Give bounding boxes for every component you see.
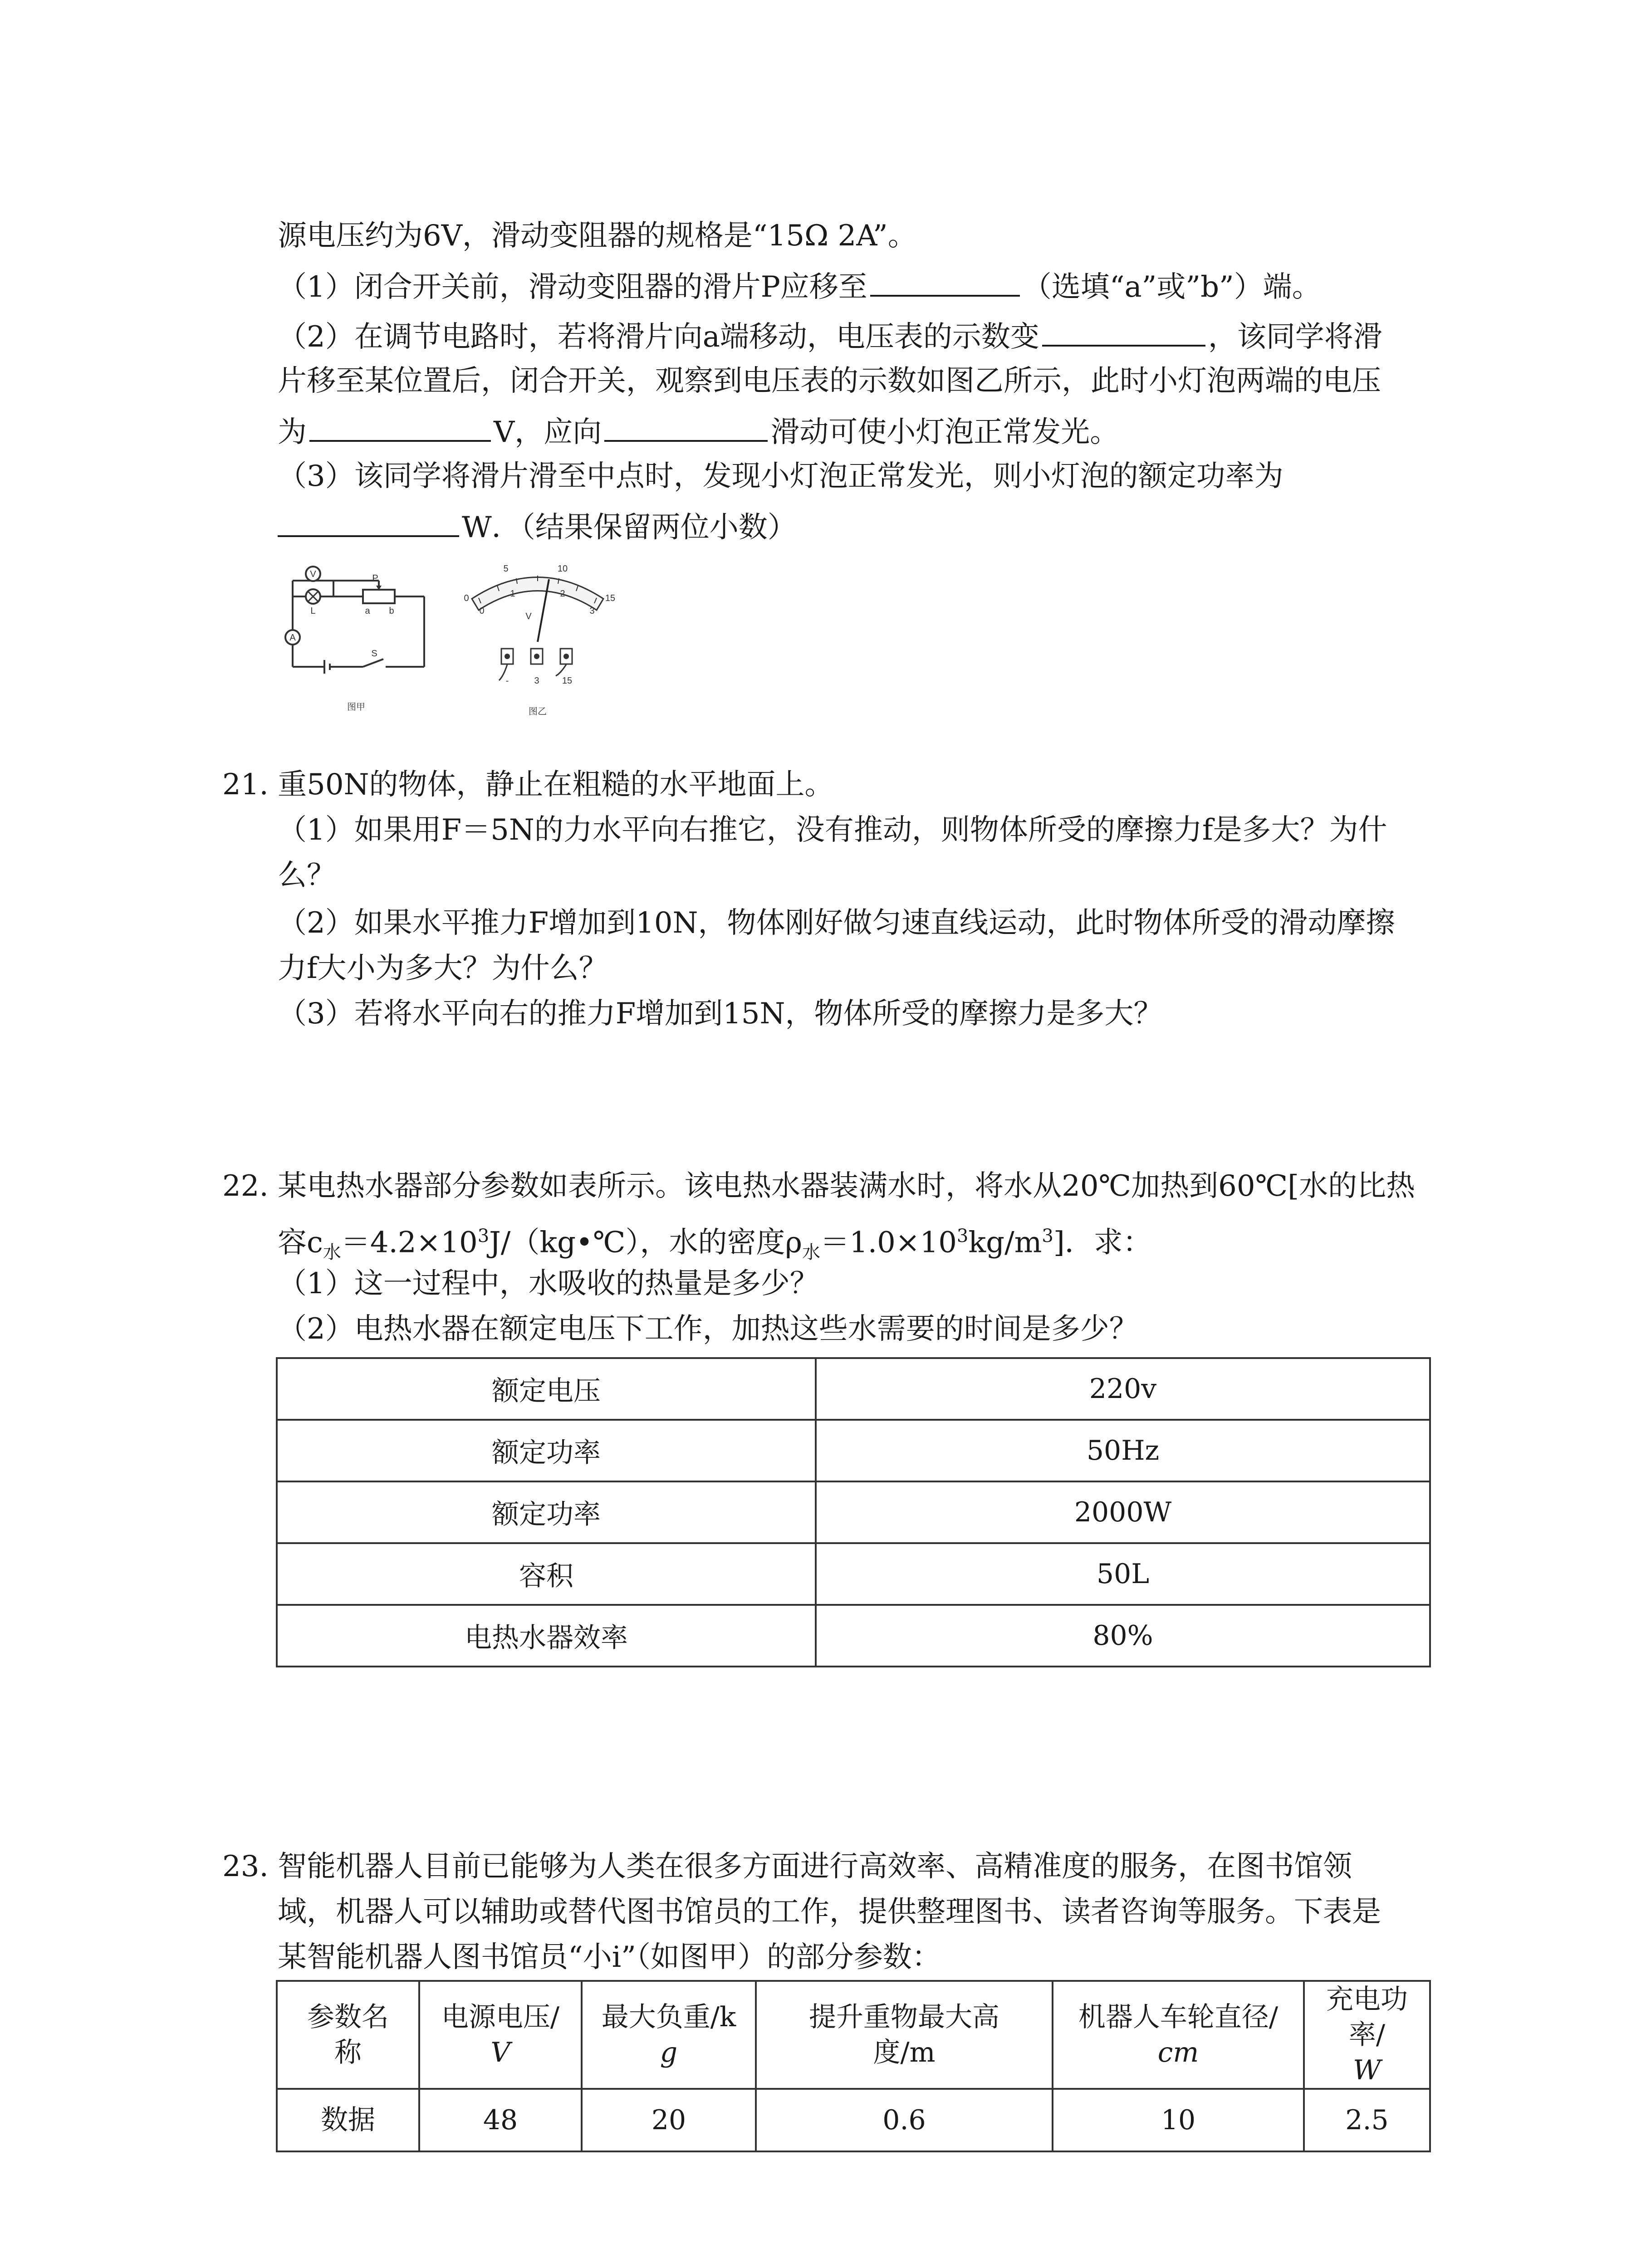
- switch-label: S: [371, 649, 377, 659]
- terminal-minus: -: [505, 676, 509, 686]
- terminal-15: 15: [562, 676, 573, 686]
- q22-part2: （2）电热水器在额定电压下工作，加热这些水需要的时间是多少？: [278, 1312, 1138, 1346]
- q20-part2-line1: （2）在调节电路时，若将滑片向a端移动，电压表的示数变 ，该同学将滑: [278, 318, 1382, 355]
- q23-stem-line3: 某智能机器人图书馆员“小i”（如图甲）的部分参数：: [278, 1941, 941, 1974]
- answer-blank-5[interactable]: [278, 508, 459, 537]
- table-row: 额定功率 2000W: [277, 1481, 1430, 1543]
- q21-part1-line2: 么？: [278, 859, 336, 892]
- q23-stem-line1: 23. 智能机器人目前已能够为人类在很多方面进行高效率、高精准度的服务，在图书馆领: [222, 1850, 1352, 1883]
- tick-bottom-0: 0: [479, 606, 485, 616]
- figure-jia-caption: 图甲: [347, 702, 365, 712]
- robot-params-table: [276, 1980, 1431, 2152]
- tick-top-15: 15: [605, 593, 616, 603]
- answer-blank-3[interactable]: [309, 413, 491, 442]
- ammeter-label: A: [289, 633, 296, 643]
- q22-part1: （1）这一过程中，水吸收的热量是多少？: [278, 1267, 819, 1300]
- voltmeter-figure: [454, 551, 622, 723]
- q21-part1-line1: （1）如果用F＝5N的力水平向右推它，没有推动，则物体所受的摩擦力f是多大？为什: [278, 813, 1387, 847]
- q21-part2-line1: （2）如果水平推力F增加到10N，物体刚好做匀速直线运动，此时物体所受的滑动摩擦: [278, 906, 1395, 940]
- dial-unit-v: V: [525, 611, 532, 621]
- table-row: 额定电压 220v: [277, 1358, 1430, 1420]
- terminal-a-label: a: [365, 606, 370, 616]
- answer-blank-1[interactable]: [870, 268, 1020, 297]
- answer-blank-4[interactable]: [604, 413, 768, 442]
- q20-line-0: 源电压约为6V，滑动变阻器的规格是“15Ω 2A”。: [278, 219, 917, 253]
- lamp-label: L: [310, 606, 316, 616]
- q20-part2-line3: 为 V，应向 滑动可使小灯泡正常发光。: [278, 413, 1119, 450]
- tick-bottom-3: 3: [589, 606, 595, 616]
- q20-part3-line1: （3）该同学将滑片滑至中点时，发现小灯泡正常发光，则小灯泡的额定功率为: [278, 459, 1283, 493]
- circuit-figure: [274, 556, 438, 719]
- q23-stem-line2: 域，机器人可以辅助或替代图书馆员的工作，提供整理图书、读者咨询等服务。下表是: [278, 1895, 1381, 1929]
- figure-yi-caption: 图乙: [529, 707, 547, 717]
- table-row: 容积 50L: [277, 1543, 1430, 1605]
- q21-stem: 21. 重50N的物体，静止在粗糙的水平地面上。: [222, 768, 834, 802]
- table-row: 额定功率 50Hz: [277, 1420, 1430, 1481]
- table-row: 电热水器效率 80%: [277, 1605, 1430, 1667]
- q21-part3: （3）若将水平向右的推力F增加到15N，物体所受的摩擦力是多大？: [278, 997, 1163, 1031]
- terminal-b-label: b: [389, 606, 394, 616]
- q21-part2-line2: 力f大小为多大？为什么？: [278, 952, 608, 985]
- voltmeter-label: V: [310, 569, 316, 579]
- q22-stem-line2: 容$c_水=4.2\times 10^3J/(kg•℃)$，水的密度$\rho_水=1.0\times 10^3kg/m^3$]．求：: [278, 1226, 1152, 1263]
- slider-label-p: P: [372, 573, 378, 583]
- q20-part1: （1）闭合开关前，滑动变阻器的滑片P应移至 （选填“a”或”b”）端。: [278, 268, 1321, 305]
- table-header-row: 参数名 称 电源电压/ V 最大负重/k g 提升重物最大高 度/m 机器人车轮直径/ cm 充电功率/ W: [277, 1981, 1430, 2089]
- q20-part2-line2: 片移至某位置后，闭合开关，观察到电压表的示数如图乙所示，此时小灯泡两端的电压: [278, 364, 1381, 398]
- tick-bottom-2: 2: [560, 589, 565, 599]
- table-row: 数据 48 20 0.6 10 2.5: [277, 2089, 1430, 2151]
- tick-top-5: 5: [503, 564, 509, 574]
- tick-top-0: 0: [464, 593, 469, 603]
- heater-params-table: [276, 1357, 1431, 1667]
- answer-blank-2[interactable]: [1042, 318, 1205, 347]
- q22-stem-line1: 22. 某电热水器部分参数如表所示。该电热水器装满水时，将水从20℃加热到60℃[水的比热: [222, 1169, 1416, 1203]
- tick-bottom-1: 1: [510, 589, 515, 599]
- tick-top-10: 10: [557, 564, 568, 574]
- terminal-3: 3: [534, 676, 539, 686]
- q20-part3-line2: W．（结果保留两位小数）: [278, 508, 797, 546]
- circuit-diagram: [274, 556, 438, 719]
- voltmeter-dial: [454, 551, 622, 723]
